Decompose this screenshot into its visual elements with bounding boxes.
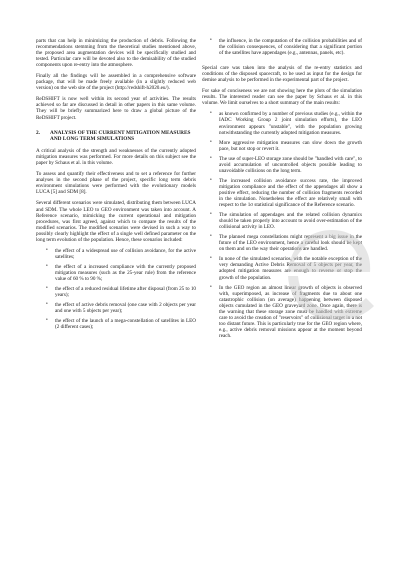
bullet-icon: • bbox=[210, 111, 212, 117]
list-item: • as known confirmed by a number of previous studies (e.g., within the IADC Working Group 2 joint simulation efforts), the LEO environment appears "unstable", with the population growing notwithstanding the currently adopted mitigation measures. bbox=[210, 111, 362, 136]
list-item: • In the GEO region an almost linear growth of objects is observed with, superimposed, as increase of fragments due to about one catastrophic collision (on average) happening between disposed objects cumulated in the GEO graveyard zone. Once again, there is the warning that these storage zone must be handled with extreme care to avoid the creation of "reservoirs" of collisional target in a not too distant future. This is particularly true for the GEO region where, e.g., active debris removal missions appear at the moment beyond reach. bbox=[210, 284, 362, 339]
list-item: • More aggressive mitigation measures can slow down the growth pace, but not stop or revert it. bbox=[210, 139, 362, 152]
bullet-icon: • bbox=[46, 263, 48, 269]
bullet-icon: • bbox=[210, 212, 212, 218]
bullet-icon: • bbox=[210, 155, 212, 161]
bullet-icon: • bbox=[210, 177, 212, 183]
section-paragraph-3: Several different scenarios were simulated, distributing them between LUCA and SDM. The whole LEO to GEO environment was taken into account. A Reference scenario, mimicking the current operational and mitigation procedures, was first agreed, against which to compare the results of the modified scenarios. The modified scenarios were devised in such a way to possibly clearly highlight the effect of a single well defined parameter on the long term evolution of the population. Hence, these scenarios included: bbox=[36, 200, 196, 243]
bullet-icon: • bbox=[210, 139, 212, 145]
intro-paragraph-2: Finally all the findings will be assembled in a comprehensive software package, that will be made freely available (in a slightly reduced web version) on the web site of the project (http://redshift-h2020.eu/). bbox=[36, 73, 196, 92]
bullet-icon: • bbox=[46, 286, 48, 292]
bullet-icon: • bbox=[46, 247, 48, 253]
section-title: ANALYSIS OF THE CURRENT MITIGATION MEASURES AND LONG TERM SIMULATIONS bbox=[50, 129, 191, 142]
summary-paragraph: For sake of conciseness we are not showing here the plots of the simulation results. The interested reader can see the paper by Schaus et al. in this volume. We limit ourselves to a short summary of the main results: bbox=[202, 88, 362, 107]
scenario-list-continued bbox=[202, 38, 362, 56]
section-number: 2. bbox=[36, 129, 40, 136]
list-item: • the influence, in the computation of the collision probabilities and of the collision consequences, of considering that a significant portion of the satellites have appendages (e.g., antennas, panels, etc). bbox=[210, 38, 362, 57]
bullet-icon: • bbox=[210, 38, 212, 43]
list-item: • the effect of the launch of a mega-constellation of satellites in LEO (2 different cases); bbox=[46, 318, 196, 331]
list-item: • the effect of a widespread use of collision avoidance, for the active satellites; bbox=[46, 247, 196, 260]
bullet-icon: • bbox=[210, 256, 212, 262]
section-heading bbox=[36, 130, 196, 143]
list-item: • The use of super-LEO storage zone should be "handled with care", to avoid accumulation of uncontrolled objects possible leading to unavoidable collisions on the long term. bbox=[210, 155, 362, 174]
list-item: • the effect of a increased compliance with the currently proposed mitigation measures (such as the 25-year rule) from the reference value of 60 % to 90 %; bbox=[46, 263, 196, 282]
list-item: • The simulation of appendages and the related collision dynamics should be taken properly into account to avoid over-estimation of the collisional activity in LEO. bbox=[210, 212, 362, 231]
intro-paragraph-3: ReDSHIFT is now well within its second year of activities. The results achieved so far are discussed in detail in other papers in this same volume. They will be briefly summarized here to draw a global picture of the ReDSHIFT project. bbox=[36, 96, 196, 121]
section-paragraph-2: To assess and quantify their effectiveness and to set a reference for further analyses in the second phase of the project, specific long term debris environment simulations were performed with the evolutionary models LUCA [5] and SDM [8]. bbox=[36, 171, 196, 196]
scenario-list bbox=[36, 248, 196, 331]
right-column bbox=[202, 38, 362, 343]
bullet-icon: • bbox=[46, 302, 48, 308]
bullet-icon: • bbox=[210, 284, 212, 290]
section-paragraph-1: A critical analysis of the strength and weaknesses of the currently adopted mitigation measures was performed. For more details on this subject see the paper by Schaus et al. in this volume. bbox=[36, 148, 196, 167]
list-item: • The planned mega constellations might represent a big issue in the future of the LEO environment, hence a careful look should be kept on them and on the way their operations are handled. bbox=[210, 234, 362, 253]
list-item: • the effect of active debris removal (one case with 2 objects per year and one with 5 objects per year); bbox=[46, 302, 196, 315]
list-item: • the effect of a reduced residual lifetime after disposal (from 25 to 10 years); bbox=[46, 286, 196, 299]
intro-paragraph-1: parts that can help in minimizing the production of debris. Following the recommendations stemming from the theoretical studies mentioned above, the proposed area augmentation devices will be specifically studied and tested. Particular care will be devoted also to the demisability of the studied components upon re-entry into the atmosphere. bbox=[36, 38, 196, 69]
bullet-icon: • bbox=[210, 234, 212, 240]
bullet-icon: • bbox=[46, 318, 48, 324]
left-column bbox=[36, 38, 196, 334]
reentry-paragraph: Special care was taken into the analysis of the re-entry statistics and conditions of the disposed spacecraft, to be used as input for the design for demise analysis to be performed in the experimental part of the project. bbox=[202, 65, 362, 84]
list-item: • The increased collision avoidance success rate, the improved mitigation compliance and the effect of the appendages all show a positive effect, reducing the number of collision fragments recorded in the simulation. Nonetheless the effect are relatively small with respect to the 1σ statistical significance of the Reference scenario. bbox=[210, 177, 362, 209]
list-item: • In none of the simulated scenarios, with the notable exception of the very demanding Active Debris Removal of 5 objects per year, the adopted mitigation measures are enough to reverse or stop the growth of the population. bbox=[210, 256, 362, 281]
results-list bbox=[202, 111, 362, 339]
